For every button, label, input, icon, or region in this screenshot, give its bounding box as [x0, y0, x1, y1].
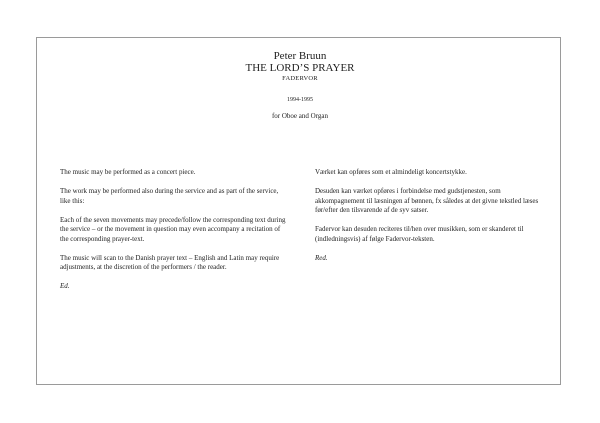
danish-notes: [315, 168, 543, 273]
english-paragraph: The work may be performed also during the service and as part of the service, like this:: [60, 187, 279, 205]
title-block: [0, 50, 600, 121]
english-signature: Ed.: [60, 282, 70, 290]
english-paragraph: The music will scan to the Danish prayer text – English and Latin may require adjustments, at the discretion of the performers / the reader.: [60, 253, 280, 271]
danish-paragraph: Desuden kan værket opføres i forbindelse med gudstjenesten, som akkompagnement til læsningen af bønnen, fx således at det givne tekstled læses før/efter den tilsvarende af de syv satser.: [315, 187, 539, 214]
english-notes: [60, 168, 290, 301]
composer-name: Peter Bruun: [273, 50, 327, 62]
composition-years: 1994-1995: [287, 97, 313, 103]
instrumentation: for Oboe and Organ: [271, 112, 329, 120]
english-paragraph: Each of the seven movements may precede/follow the corresponding text during the service – or the movement in question may even accompany a recitation of the corresponding prayer-text.: [60, 215, 286, 243]
work-title: THE LORD’S PRAYER: [245, 62, 355, 74]
danish-paragraph: Værket kan opføres som et almindeligt koncertstykke.: [315, 168, 467, 176]
english-paragraph: The music may be performed as a concert piece.: [60, 168, 196, 176]
danish-paragraph: Fadervor kan desuden reciteres til/hen over musikken, som er skanderet til (indledningsvis) af følge Fadervor-teksten.: [315, 225, 524, 243]
work-subtitle: FADERVOR: [282, 75, 318, 82]
danish-signature: Red.: [315, 253, 328, 262]
